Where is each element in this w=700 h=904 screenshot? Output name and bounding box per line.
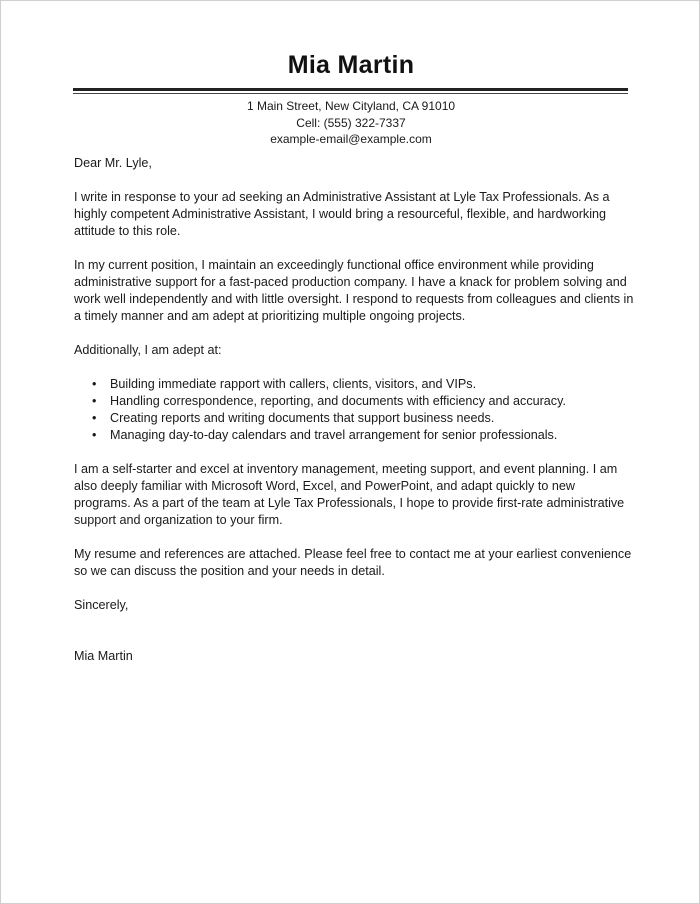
contact-address: 1 Main Street, New Cityland, CA 91010 <box>246 99 456 113</box>
letter-body <box>74 155 634 682</box>
paragraph-intro: I write in response to your ad seeking an Administrative Assistant at Lyle Tax Professionals. As a highly competent Administrative Assistant, I would bring a resourceful, flexible, and hardworking attitude to this role. <box>74 190 610 238</box>
skills-list <box>74 376 634 444</box>
contact-cell: Cell: (555) 322-7337 <box>296 115 406 130</box>
header-rule-thick <box>73 88 628 91</box>
bullet-icon: • <box>92 428 97 442</box>
signature-gap <box>74 631 634 648</box>
list-item <box>92 393 634 410</box>
paragraph-closing: My resume and references are attached. Please feel free to contact me at your earliest convenience so we can discuss the position and your needs in detail. <box>74 547 632 578</box>
header-rule-thin <box>73 93 628 94</box>
list-item <box>92 410 634 427</box>
contact-block <box>1 98 700 148</box>
bullet-icon: • <box>92 377 97 391</box>
list-item <box>92 376 634 393</box>
paragraph-current-position: In my current position, I maintain an exceedingly functional office environment while providing administrative support for a fast-paced production company. I have a knack for problem solving and work well independently and with little oversight. I respond to requests from colleagues and clients in a timely manner and am adept at prioritizing multiple ongoing projects. <box>74 258 634 323</box>
list-item <box>92 427 634 444</box>
closing: Sincerely, <box>74 598 129 612</box>
list-item-text: Managing day-to-day calendars and travel arrangement for senior professionals. <box>110 428 558 442</box>
salutation: Dear Mr. Lyle, <box>74 156 152 170</box>
paragraph-skills: I am a self-starter and excel at inventory management, meeting support, and event planning. I am also deeply familiar with Microsoft Word, Excel, and PowerPoint, and adapt quickly to new programs. As a part of the team at Lyle Tax Professionals, I hope to provide first-rate administrative support and organization to your firm. <box>74 462 625 527</box>
list-item-text: Creating reports and writing documents that support business needs. <box>110 411 495 425</box>
signature-name: Mia Martin <box>74 649 133 663</box>
list-item-text: Handling correspondence, reporting, and documents with efficiency and accuracy. <box>110 394 566 408</box>
list-intro: Additionally, I am adept at: <box>74 343 222 357</box>
bullet-icon: • <box>92 394 97 408</box>
list-item-text: Building immediate rapport with callers, clients, visitors, and VIPs. <box>110 377 477 391</box>
contact-email: example-email@example.com <box>270 132 432 146</box>
sender-name-heading: Mia Martin <box>287 51 415 79</box>
bullet-icon: • <box>92 411 97 425</box>
